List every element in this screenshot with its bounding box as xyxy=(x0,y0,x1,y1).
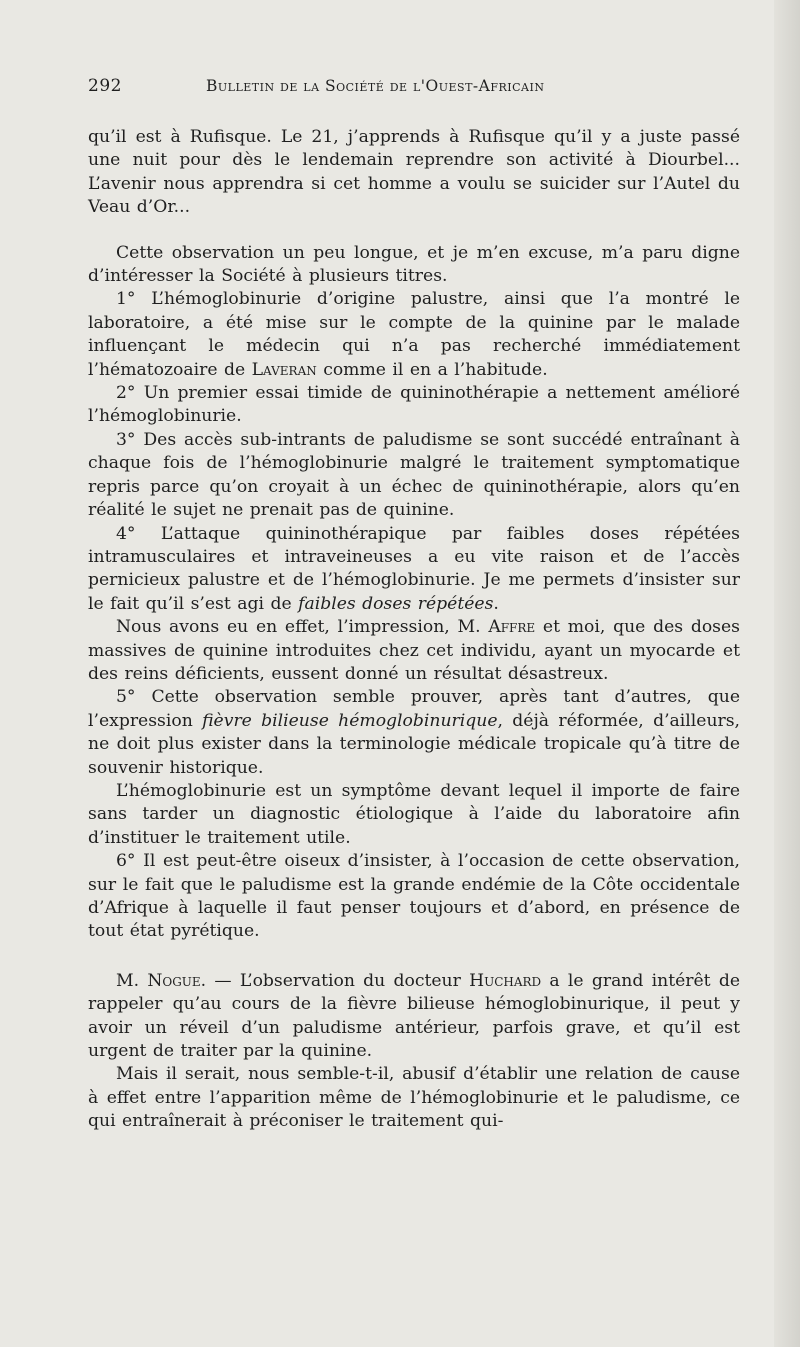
paragraph-7 xyxy=(88,616,740,686)
paragraph-1: qu’il est à Rufisque. Le 21, j’apprends à Rufisque qu’il y a juste passé une nuit pour dès le lendemain reprendre son activité à Diourbel... L’avenir nous apprendra si cet homme a voulu se suicider sur l’Autel du Veau d’Or... xyxy=(88,127,740,218)
page-number: 292 xyxy=(88,76,122,96)
author-name-huchard: Huchard xyxy=(469,970,542,991)
paragraph-7-text-a: Nous avons eu en effet, l’impression, M. xyxy=(116,617,489,638)
emphasis-faibles-doses: faibles doses répétées xyxy=(298,593,494,614)
paragraph-3-text-b: comme il en a l’habitude. xyxy=(316,359,548,380)
paragraph-8-text-a: 5° Cette observation semble prouver, après tant d’autres, que l’expression xyxy=(88,687,740,731)
paragraph-6-text-b: . xyxy=(493,593,499,614)
document-page xyxy=(88,76,740,1134)
paragraph-3-text-a: 1° L’hémoglobinurie d’origine palustre, ainsi que l’a montré le laboratoire, a été mise sur le compte de la quinine par le malade influençant le médecin qui n’a pas recherché immédiatement l’hématozoaire de xyxy=(88,289,740,380)
author-name-laveran: Laveran xyxy=(251,359,317,380)
emphasis-fievre-bilieuse: fièvre bilieuse hémoglobinurique xyxy=(202,710,498,731)
body-text xyxy=(88,126,740,1134)
paragraph-5: 3° Des accès sub-intrants de paludisme se sont succédé entraînant à chaque fois de l’hémoglobinurie malgré le traitement symptomatique repris parce qu’on croyait à un échec de quininothérapie, alors qu’en réalité le sujet ne prenait pas de quinine. xyxy=(88,429,740,521)
paragraph-2: Cette observation un peu longue, et je m’en excuse, m’a paru digne d’intéresser la Société à plusieurs titres. xyxy=(88,242,740,287)
running-title: Bulletin de la Société de l'Ouest-Africain xyxy=(206,77,545,95)
paragraph-7-text-b: et moi, que des doses massives de quinine introduites chez cet individu, ayant un myocarde et des reins déficients, eussent donné un résultat désastreux. xyxy=(88,617,740,684)
paragraph-8 xyxy=(88,686,740,780)
paragraph-11-text-b: a le grand intérêt de rappeler qu’au cours de la fièvre bilieuse hémoglobinurique, il peut y avoir un réveil d’un paludisme antérieur, parfois grave, et qu’il est urgent de traiter par la quinine. xyxy=(88,970,741,1062)
paragraph-3 xyxy=(88,288,740,382)
running-header xyxy=(88,76,740,106)
paragraph-4: 2° Un premier essai timide de quininothérapie a nettement amélioré l’hémoglobinurie. xyxy=(88,383,740,427)
paragraph-6 xyxy=(88,523,740,617)
speaker-name-nogue: M. Nogue. xyxy=(116,970,207,991)
page-edge-shadow xyxy=(774,0,800,1347)
paragraph-9: L’hémoglobinurie est un symptôme devant lequel il importe de faire sans tarder un diagnostic étiologique à l’aide du laboratoire afin d’instituer le traitement utile. xyxy=(88,780,740,848)
paragraph-10: 6° Il est peut-être oiseux d’insister, à l’occasion de cette observation, sur le fait que le paludisme est la grande endémie de la Côte occidentale d’Afrique à laquelle il faut penser toujours et d’abord, en présence de tout état pyrétique. xyxy=(88,851,740,942)
author-name-affre: Affre xyxy=(488,617,536,638)
paragraph-11 xyxy=(88,970,740,1064)
paragraph-11-text-a: — L’observation du docteur xyxy=(206,970,470,991)
paragraph-12: Mais il serait, nous semble-t-il, abusif d’établir une relation de cause à effet entre l’apparition même de l’hémoglobinurie et le paludisme, ce qui entraînerait à préconiser le traitement qui- xyxy=(88,1064,740,1132)
paragraph-6-text-a: 4° L’attaque quininothérapique par faibles doses répétées intramusculaires et intraveineuses a eu vite raison et de l’accès pernicieux palustre et de l’hémoglobinurie. Je me permets d’insister sur le fait qu’il s’est agi de xyxy=(88,523,740,614)
paragraph-8-text-b: , déjà réformée, d’ailleurs, ne doit plus exister dans la terminologie médicale tropicale qu’à titre de souvenir historique. xyxy=(88,710,741,778)
